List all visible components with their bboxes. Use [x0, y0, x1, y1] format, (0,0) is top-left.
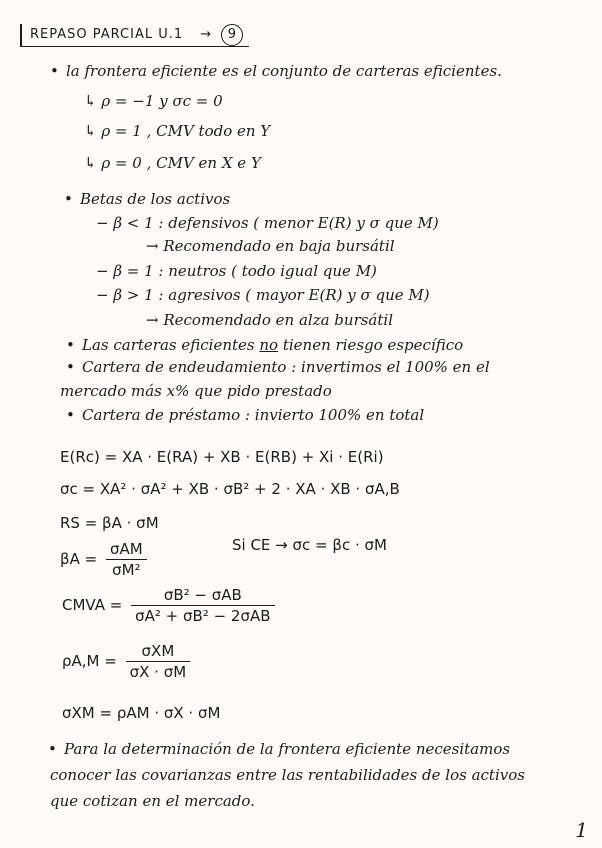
- formula-erc: E(Rc) = XA · E(RA) + XB · E(RB) + Xi · E(Ri): [60, 448, 384, 466]
- note-debt-1: • Cartera de endeudamiento : invertimos el 100% en el: [82, 358, 490, 376]
- beta-lhs: βA =: [60, 550, 98, 568]
- formula-si-ce: Si CE → σc = βc · σM: [232, 536, 387, 554]
- note-final-3: que cotizan en el mercado.: [50, 792, 255, 810]
- title-text: REPASO PARCIAL U.1: [30, 27, 184, 42]
- note-frontier: • la frontera eficiente es el conjunto de carteras eficientes.: [66, 62, 502, 80]
- rho-numerator: σXM: [126, 642, 191, 662]
- note-efficient: [82, 336, 463, 354]
- formula-beta: [60, 540, 151, 579]
- cmv-denominator: σA² + σB² − 2σAB: [135, 607, 271, 625]
- formula-sxm: σXM = ρAM · σX · σM: [62, 704, 221, 722]
- note-betas: • Betas de los activos: [80, 190, 230, 208]
- formula-rho: [62, 642, 194, 681]
- eff-prefix: Las carteras eficientes: [82, 336, 255, 354]
- page-circle: 9: [221, 24, 243, 46]
- beta-numerator: σAM: [106, 540, 147, 560]
- note-beta2: − β = 1 : neutros ( todo igual que M): [96, 262, 377, 280]
- formula-cmv: [62, 586, 279, 625]
- eff-no: no: [259, 336, 279, 354]
- rho-lhs: ρA,M =: [62, 652, 117, 670]
- rho-denominator: σX · σM: [129, 663, 187, 681]
- formula-rs: RS = βA · σM: [60, 514, 159, 532]
- arrow-icon: →: [200, 27, 213, 42]
- page-number: 1: [575, 818, 588, 842]
- cmv-lhs: CMVA =: [62, 596, 123, 614]
- cmv-numerator: σB² − σAB: [131, 586, 274, 606]
- note-final-2: conocer las covarianzas entre las rentabilidades de los activos: [50, 766, 525, 784]
- note-final-1: • Para la determinación de la frontera eficiente necesitamos: [64, 740, 510, 758]
- note-loan: • Cartera de préstamo : invierto 100% en total: [82, 406, 424, 424]
- note-frontier-sub1: ↳ ρ = −1 y σc = 0: [84, 92, 223, 110]
- beta-denominator: σM²: [112, 561, 141, 579]
- rho-fraction: [126, 642, 191, 681]
- formula-sigma-c: σc = XA² · σA² + XB · σB² + 2 · XA · XB · σA,B: [60, 480, 400, 498]
- note-beta3: − β > 1 : agresivos ( mayor E(R) y σ que M): [96, 286, 430, 304]
- note-frontier-sub3: ↳ ρ = 0 , CMV en X e Y: [84, 154, 261, 172]
- note-beta1: − β < 1 : defensivos ( menor E(R) y σ que M): [96, 214, 439, 232]
- note-beta1-rec: → Recomendado en baja bursátil: [146, 237, 395, 255]
- note-debt-2: mercado más x% que pido prestado: [60, 382, 332, 400]
- beta-fraction: [106, 540, 147, 579]
- eff-suffix: tienen riesgo específico: [282, 336, 464, 354]
- cmv-fraction: [131, 586, 274, 625]
- header-title: [20, 24, 249, 47]
- note-beta3-rec: → Recomendado en alza bursátil: [146, 311, 394, 329]
- note-frontier-sub2: ↳ ρ = 1 , CMV todo en Y: [84, 122, 271, 140]
